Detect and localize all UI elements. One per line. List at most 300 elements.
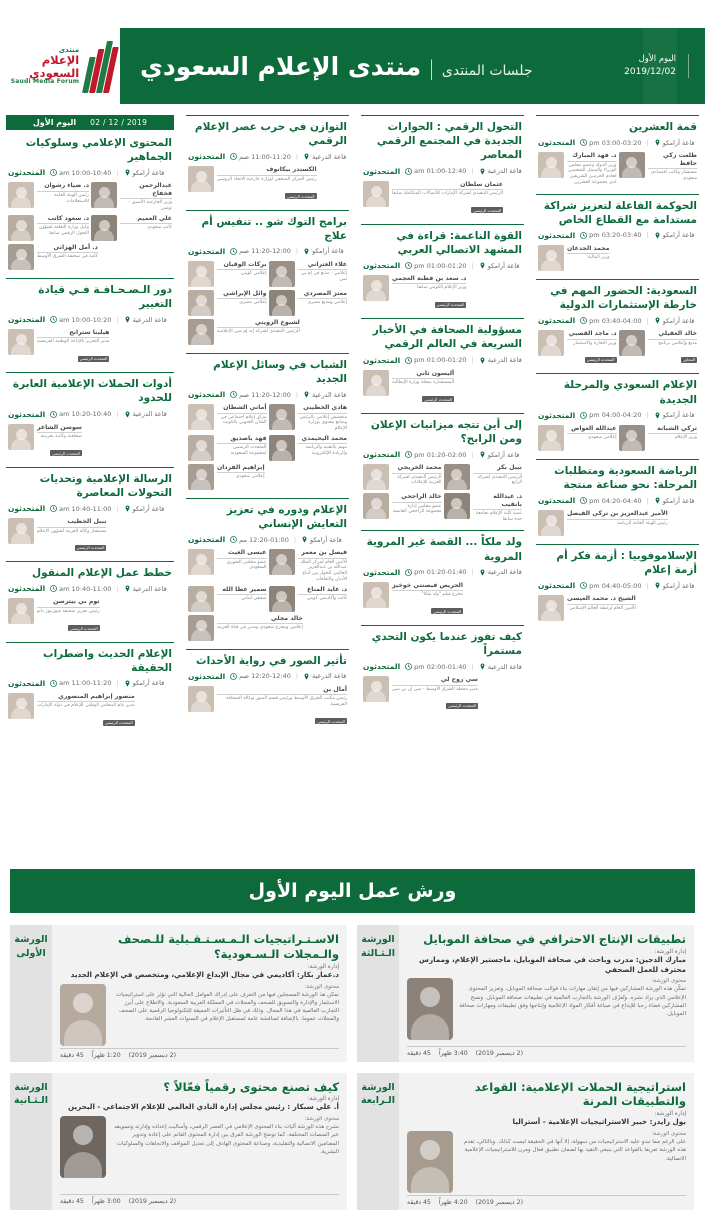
session-card[interactable]: [6, 467, 174, 562]
speaker-item[interactable]: [363, 493, 442, 522]
speaker-item[interactable]: [91, 182, 172, 211]
session-title: الإسلاموفوبيا : أزمة فكر أم أزمة إعلام: [556, 550, 697, 577]
meta-divider: |: [471, 662, 474, 671]
session-title: دور الـصـحـافـة فـي قيادة التغيير: [38, 283, 172, 310]
speaker-list: [8, 518, 172, 553]
session-meta-row: [8, 315, 172, 324]
speaker-role: مركز إعلام اجتماعي في الشأن الجنوبي بالكويت: [220, 414, 267, 426]
day-badge: [6, 115, 174, 130]
session-time-text: 03:00-03:20 pm: [589, 138, 642, 147]
workshop-number: [10, 1073, 52, 1210]
workshop-duration: 45 دقيقة: [60, 1051, 84, 1059]
speaker-avatar: [188, 319, 214, 345]
session-time-text: 11:20-12:00 صم: [239, 390, 291, 399]
speaker-avatar: [363, 181, 389, 207]
workshop-date: (2 ديسمبر 2019): [128, 1051, 176, 1059]
session-hall-text: قاعة أرامكو: [487, 261, 520, 270]
speaker-role: متخصص إعلامي بالرئيس وصانع محتوى بوزارة الإعلام: [299, 414, 347, 432]
clock-icon: [230, 153, 237, 160]
session-title: الشباب في وسائل الإعلام الجديد: [213, 358, 347, 386]
meta-divider: |: [646, 316, 649, 325]
session-title: الحوكمة الفاعلة لتعزيز شراكة مستدامة مع القطاع الخاص: [543, 199, 697, 226]
clock-icon: [580, 232, 587, 239]
session-meta-row: [8, 504, 172, 513]
speaker-item[interactable]: [619, 425, 698, 451]
workshop-card[interactable]: [10, 925, 347, 1062]
workshop-card[interactable]: [10, 1073, 347, 1210]
speaker-item[interactable]: [269, 290, 348, 316]
session-card[interactable]: [536, 373, 699, 458]
speakers-label: المتحدثون: [538, 581, 576, 591]
speaker-role: الرئيس التنفيذي لشركة الإمارات للاتصالات المتكاملة سابقا: [392, 190, 504, 196]
speaker-avatar: [188, 686, 214, 712]
meta-divider: |: [295, 672, 299, 681]
session-meta-row: [8, 168, 172, 177]
speaker-item[interactable]: [269, 435, 348, 461]
workshop-title: الاسـتـراتيجيات الـمـسـتـقـبلية للـصحف والـمجلات الـسـعودية؟: [118, 932, 339, 961]
workshop-content-label: محتوى الورشة:: [304, 983, 339, 990]
session-card[interactable]: [361, 413, 524, 531]
workshop-number: [357, 1073, 399, 1210]
logo-line-4: Saudi Media Forum: [10, 77, 80, 85]
speaker-avatar: [188, 615, 214, 641]
speaker-avatar: [269, 261, 295, 287]
speaker-avatar: [269, 549, 295, 575]
workshop-footer: [60, 1194, 339, 1205]
speaker-avatar: [363, 275, 389, 301]
session-card[interactable]: [186, 210, 349, 353]
session-time: [50, 505, 111, 513]
speaker-item[interactable]: [538, 595, 636, 621]
workshop-number-line2: الأولى: [16, 947, 46, 959]
session-hall: [479, 451, 520, 459]
workshop-manager: بول رايدر: خبير الاستراتيجيات الإعلامية - أستراليا: [512, 1117, 686, 1127]
speaker-item[interactable]: [188, 166, 317, 201]
session-hall-text: قاعة أرامكو: [662, 496, 695, 505]
session-card[interactable]: [186, 115, 349, 210]
session-meta-row: [188, 535, 347, 544]
session-time-text: 10:40-11:00 am: [59, 584, 112, 593]
speaker-item[interactable]: [538, 330, 617, 365]
speaker-avatar: [538, 330, 564, 356]
speaker-item[interactable]: [269, 586, 348, 612]
workshop-number-line1: الورشة: [361, 1081, 395, 1093]
speaker-item[interactable]: [363, 275, 466, 310]
speaker-name: الشيخ د. محمد العيسى: [567, 595, 636, 604]
session-hall-text: قاعة الدرعية: [487, 568, 522, 577]
speaker-item[interactable]: [91, 215, 172, 241]
session-title: قمة العشرين: [628, 121, 697, 133]
speaker-role: وزير الدولة وعضو مجلس الوزراء والممثل الشخصي لخادم الحرمين الشريفين لدى مجموعة العشرين: [568, 162, 617, 185]
workshop-presenter-photo: [407, 978, 453, 1040]
workshop-title: استراتيجية الحملات الإعلامية: القواعد والتطبيقات المرنة: [474, 1079, 686, 1109]
speaker-avatar: [363, 370, 389, 396]
speaker-item[interactable]: [188, 261, 267, 287]
speaker-item[interactable]: [188, 686, 347, 727]
speaker-item[interactable]: [444, 464, 523, 490]
session-time-text: 10:00-10:40 am: [59, 168, 112, 177]
speaker-name: د. عبدالله بانقيب: [473, 493, 523, 510]
speakers-label: المتحدثون: [8, 315, 46, 325]
speaker-item[interactable]: [188, 615, 303, 641]
session-title: التوازن في حرب عصر الإعلام الرقمي: [194, 121, 347, 148]
speaker-avatar: [444, 493, 470, 519]
speaker-name: الكسندر بيكانوف: [217, 166, 317, 175]
sessions-column-4: [530, 115, 705, 845]
clock-icon: [405, 168, 412, 175]
session-card[interactable]: [186, 498, 349, 649]
session-title: الرسالة الإعلامية وتحديات التحولات المعاصرة: [39, 472, 172, 499]
meta-divider: |: [116, 679, 119, 688]
session-card[interactable]: [361, 224, 524, 319]
speaker-item[interactable]: [188, 586, 267, 612]
speaker-list: [8, 182, 172, 269]
speaker-avatar: [444, 464, 470, 490]
speaker-tag: المتحدث الرئيسي: [424, 396, 453, 402]
speaker-item[interactable]: [8, 518, 106, 553]
speaker-item[interactable]: [363, 464, 442, 490]
speaker-role: رئيس مكتب الشرق الأوسط ورئيس قسم الصور بوكالة الصحافة الفرنسية: [226, 696, 347, 707]
speaker-item[interactable]: [269, 549, 348, 582]
session-meta-row: [538, 138, 697, 147]
speakers-label: المتحدثون: [538, 410, 576, 420]
speaker-list: [363, 181, 522, 216]
session-card[interactable]: [536, 459, 699, 544]
speaker-avatar: [269, 586, 295, 612]
speakers-label: المتحدثون: [8, 168, 46, 178]
speaker-avatar: [363, 676, 389, 702]
workshop-content: تشرح هذه الورشة آليات بناء المحتوى الإعلامي في العصر الرقمي، وأساليب إعداده وإدارته وتسويقه عبر المنصات المختلفة. كما توضح الورشة الفرق بين إدارة المحتوى القائم على إعادة وتدوير المضامين الاتصالية والتقليدية، وصناعة المحتوى الهادف إلى تعديل المواقف والاتجاهات والسلوكيات البشرية.: [114, 1124, 339, 1155]
speaker-tag: المتحدث الرئيسي: [52, 450, 80, 456]
workshop-manager-label: إدارة الورشة:: [654, 1111, 686, 1118]
session-card[interactable]: [6, 372, 174, 467]
session-hall-text: قاعة أرامكو: [132, 679, 165, 688]
speaker-item[interactable]: [188, 404, 267, 432]
session-time-text: 03:20-03:40 pm: [589, 231, 642, 240]
clock-icon: [50, 316, 57, 323]
session-card[interactable]: [6, 278, 174, 373]
clock-icon: [580, 412, 587, 419]
speaker-role: وكيل وزارة الثقافة لشؤون التحول الرقمي سابقا: [39, 225, 89, 236]
session-hall-text: قاعة الدرعية: [132, 315, 167, 324]
speaker-name: د. أمل الهزاني: [37, 244, 98, 253]
session-time: [405, 568, 466, 576]
speaker-name: إبراهيم الفردان: [217, 464, 265, 473]
speaker-role: الأمين العام لرابطة العالم الإسلامي: [569, 605, 636, 611]
speaker-item[interactable]: [619, 330, 698, 365]
speaker-name: توم بي بيترسن: [37, 598, 100, 607]
speaker-role: مستشار وكاتب اقتصادي سعودي: [650, 170, 697, 181]
speaker-item[interactable]: [444, 493, 523, 522]
speaker-name: محمد اليحيمدي: [298, 435, 348, 444]
speaker-name: د. فهد المبارك: [567, 152, 617, 161]
clock-icon: [580, 497, 587, 504]
speaker-name: عبدالله العواض: [567, 425, 617, 434]
session-time: [405, 663, 466, 671]
meta-divider: |: [471, 450, 474, 459]
workshop-presenter-photo: [407, 1131, 453, 1193]
speaker-item[interactable]: [188, 549, 267, 582]
session-meta-row: [363, 261, 522, 270]
column-3-sessions: [361, 115, 524, 719]
speaker-role: عميد كلية الإعلام بجامعة جدة سابقا: [475, 510, 522, 522]
workshop-presenter-photo: [60, 1116, 106, 1178]
session-hall: [479, 167, 522, 175]
workshop-manager: مبارك الدجين: مدرب وباحث في صحافة الموبايل، ماجستير الإعلام، وممارس محترف للعمل الصحفي: [419, 954, 686, 974]
speaker-role: مهتم بالتقنية والرياضة والريادة الإلكترونية: [305, 445, 347, 457]
session-time: [405, 262, 466, 270]
session-meta-row: [188, 152, 347, 161]
speaker-avatar: [8, 424, 34, 450]
speaker-item[interactable]: [188, 319, 300, 345]
location-pin-icon: [479, 569, 486, 576]
speaker-avatar: [8, 215, 34, 241]
speaker-name: وائل الإبراشي: [217, 290, 267, 299]
session-card[interactable]: [361, 318, 524, 413]
speaker-name: عيسى الغيث: [217, 549, 267, 558]
header-banner: [120, 28, 705, 104]
speaker-role: إعلامي سعودي: [587, 435, 617, 441]
speaker-item[interactable]: [363, 370, 454, 405]
workshop-date: (2 ديسمبر 2019): [475, 1199, 523, 1207]
workshop-card[interactable]: [357, 1073, 694, 1210]
session-title: كيف تفوز عندما يكون التحدي مستمراً: [371, 630, 522, 658]
location-pin-icon: [124, 411, 131, 418]
speaker-name: د. سعود كاتب: [37, 215, 89, 224]
session-title: الرياضة السعودية ومتطلبات المرحلة: نحو صناعة منتجة: [554, 464, 697, 491]
forum-logo: [0, 28, 120, 104]
session-card[interactable]: [186, 353, 349, 498]
workshop-number-line2: الـثـانية: [14, 1095, 48, 1107]
location-pin-icon: [301, 536, 308, 543]
speaker-name: طلعت زكي حافظ: [648, 152, 698, 169]
clock-icon: [50, 411, 57, 418]
session-meta-row: [363, 568, 522, 577]
session-time-text: 11:20-12:00 صم: [239, 247, 291, 256]
session-meta-row: [538, 316, 697, 325]
workshop-footer: [407, 1195, 686, 1206]
session-hall: [301, 536, 342, 544]
speaker-item[interactable]: [188, 290, 267, 316]
session-title: مسؤولية الصحافة في الأخبار السريعة في العالم الرقمي: [372, 324, 522, 351]
session-card[interactable]: [361, 530, 524, 625]
speaker-item[interactable]: [363, 676, 478, 711]
speaker-item[interactable]: [538, 152, 617, 185]
speaker-item[interactable]: [8, 693, 135, 728]
session-time: [50, 585, 111, 593]
speakers-label: المتحدثون: [363, 450, 401, 460]
session-time-text: 12:20-01:00 مم: [239, 535, 289, 544]
speaker-role: رئيس تحرير صحيفة فيوزنيوز دانو: [37, 608, 100, 614]
speaker-name: لشيوخ الزويني: [217, 319, 300, 328]
session-card[interactable]: [6, 561, 174, 641]
session-time-text: 10:00-10:20 am: [59, 315, 112, 324]
meta-divider: |: [295, 390, 299, 399]
speaker-item[interactable]: [188, 435, 267, 461]
speaker-name: خالد مجلي: [217, 615, 303, 624]
session-hall-text: قاعة الدرعية: [132, 584, 167, 593]
speaker-avatar: [188, 290, 214, 316]
speaker-item[interactable]: [8, 329, 109, 364]
speaker-name: د. سعد بن فطنة العجمي: [392, 275, 466, 284]
speaker-avatar: [8, 518, 34, 544]
speaker-item[interactable]: [269, 261, 348, 287]
location-pin-icon: [654, 317, 661, 324]
header-separator: |: [428, 55, 435, 80]
sessions-grid: [0, 115, 705, 845]
session-card[interactable]: [361, 625, 524, 720]
session-hall-text: قاعة أرامكو: [662, 581, 695, 590]
session-title: برامج التوك شو .. تنفيس أم علاج: [201, 215, 347, 242]
session-hall-text: قاعة أرامكو: [662, 231, 695, 240]
session-card[interactable]: [6, 642, 174, 737]
location-pin-icon: [654, 412, 661, 419]
speaker-role: وزير الإعلام الكويتي سابقا: [417, 285, 467, 291]
speaker-role: رئيس الهيئة العامة للرياضة: [616, 520, 668, 526]
workshop-content-label: محتوى الورشة:: [651, 1131, 686, 1138]
speaker-item[interactable]: [538, 425, 617, 451]
session-time: [230, 536, 289, 544]
day-badge-day: اليوم الأول: [32, 118, 77, 127]
speaker-item[interactable]: [619, 152, 698, 185]
speaker-avatar: [91, 215, 117, 241]
workshop-time: 1:20 ظهراً: [91, 1051, 121, 1059]
workshop-duration: 45 دقيقة: [407, 1199, 431, 1207]
speaker-name: الأمير عبدالعزيز بن تركي الفيصل: [567, 510, 668, 519]
session-time-text: 10:40-11:00 am: [59, 504, 112, 513]
speakers-label: المتحدثون: [8, 504, 46, 514]
location-pin-icon: [654, 582, 661, 589]
clock-icon: [580, 139, 587, 146]
speaker-item[interactable]: [8, 215, 89, 241]
session-time-text: 01:00-12:40 am: [414, 167, 467, 176]
meta-divider: |: [646, 138, 649, 147]
session-hall: [479, 663, 522, 671]
speaker-item[interactable]: [363, 181, 503, 216]
session-card[interactable]: [536, 544, 699, 629]
meta-divider: |: [116, 584, 119, 593]
session-hall: [124, 169, 165, 177]
session-card[interactable]: [6, 134, 174, 278]
session-time-text: 10:20-10:40 am: [59, 410, 112, 419]
session-title: ولد ملكاً ... القصة غير المروية المروية: [366, 536, 522, 563]
speaker-item[interactable]: [363, 582, 463, 617]
speakers-label: المتحدثون: [188, 390, 226, 400]
session-hall: [654, 231, 695, 239]
speaker-name: الحريص فيصنتي خوخيز: [392, 582, 463, 591]
meta-divider: |: [471, 261, 474, 270]
speaker-tag: المتحدث الرئيسي: [286, 193, 315, 199]
session-meta-row: [188, 390, 347, 399]
session-hall: [303, 672, 346, 680]
session-time-text: 02:00-01:40 pm: [414, 662, 467, 671]
session-hall-text: قاعة أرامكو: [662, 138, 695, 147]
session-time: [405, 451, 466, 459]
clock-icon: [405, 357, 412, 364]
speaker-item[interactable]: [8, 182, 89, 211]
speaker-avatar: [8, 598, 34, 624]
speaker-item[interactable]: [8, 244, 98, 270]
speaker-list: [538, 595, 697, 621]
speaker-avatar: [619, 152, 645, 178]
clock-icon: [50, 680, 57, 687]
speaker-name: نبيل بكر: [473, 464, 523, 473]
workshop-content: على الرغم مما تبدو عليه الاستراتيجيات من سهولة، إلا أنها في الحقيقة ليست كذلك. وبالتالي، تقدم هذه الورشة تعريفا بالقواعد التي ينبغي التقيد بها لضمان تطبيق فعال ومرن للاستراتيجيات الإعلامية الاتصالية.: [464, 1139, 686, 1162]
speaker-item[interactable]: [8, 424, 82, 459]
speaker-role: مدير عام المجلس الوطني للإعلام في دولة الإمارات: [37, 703, 135, 709]
session-time: [230, 672, 291, 680]
speaker-avatar: [8, 244, 34, 270]
workshops-grid: [10, 925, 695, 1210]
session-hall-text: قاعة الدرعية: [487, 356, 522, 365]
speaker-avatar: [188, 404, 214, 430]
speaker-name: علي العميم: [120, 215, 172, 224]
session-time: [50, 679, 111, 687]
session-title: أدوات الحملات الإعلامية العابرة للحدود: [12, 378, 172, 405]
speaker-role: الرئيس التنفيذي لشركة العربية للإعلانات: [397, 474, 442, 486]
speaker-item[interactable]: [538, 510, 668, 536]
location-pin-icon: [479, 168, 486, 175]
speaker-list: [363, 582, 522, 617]
speaker-name: د. ضياء رشوان: [37, 182, 89, 191]
speaker-list: [188, 549, 347, 640]
speaker-item[interactable]: [188, 464, 265, 490]
session-card[interactable]: [536, 194, 699, 279]
session-hall-text: قاعة أرامكو: [132, 168, 165, 177]
location-pin-icon: [479, 663, 486, 670]
speaker-avatar: [8, 329, 34, 355]
speaker-item[interactable]: [538, 245, 609, 271]
workshop-number-line2: الـرابعة: [361, 1095, 395, 1107]
speaker-name: عثمان سلطان: [392, 181, 503, 190]
session-time: [230, 247, 291, 255]
speakers-label: المتحدثون: [188, 671, 226, 681]
speaker-item[interactable]: [8, 598, 100, 633]
workshop-duration: 45 دقيقة: [60, 1197, 84, 1205]
logo-line-3: السعودي: [29, 65, 80, 80]
workshop-content-label: محتوى الورشة:: [651, 978, 686, 985]
speaker-role: إعلامي مصري: [239, 300, 267, 306]
speaker-tag: المتحدث الرئيسي: [586, 357, 615, 363]
speaker-avatar: [269, 290, 295, 316]
speaker-role: عضو مجلس الشورى السعودي: [226, 559, 267, 571]
session-meta-row: [363, 167, 522, 176]
header-day-label: اليوم الأول: [638, 54, 676, 65]
session-meta-row: [363, 356, 522, 365]
speaker-avatar: [538, 510, 564, 536]
speaker-role: الرئيس التنفيذي لشركة إيه إم سي الإعلامية: [217, 329, 300, 335]
workshop-card[interactable]: [357, 925, 694, 1062]
session-card[interactable]: [536, 115, 699, 194]
session-card[interactable]: [361, 115, 524, 224]
session-title: تأثير الصور في رواية الأحداث: [196, 654, 347, 667]
workshop-number: [357, 925, 399, 1062]
session-hall: [124, 316, 167, 324]
session-card[interactable]: [536, 279, 699, 374]
speaker-item[interactable]: [269, 404, 348, 432]
speaker-avatar: [91, 182, 117, 208]
sessions-column-3: [355, 115, 530, 845]
session-card[interactable]: [186, 649, 349, 735]
location-pin-icon: [124, 169, 131, 176]
session-hall: [124, 505, 165, 513]
speakers-label: المتحدثون: [363, 662, 401, 672]
speakers-label: المتحدثون: [363, 567, 401, 577]
speaker-role: الرئيس التنفيذي لشركة الرابع: [477, 474, 522, 486]
speaker-avatar: [188, 261, 214, 287]
workshop-duration: 45 دقيقة: [407, 1050, 431, 1057]
meta-divider: |: [293, 535, 297, 544]
